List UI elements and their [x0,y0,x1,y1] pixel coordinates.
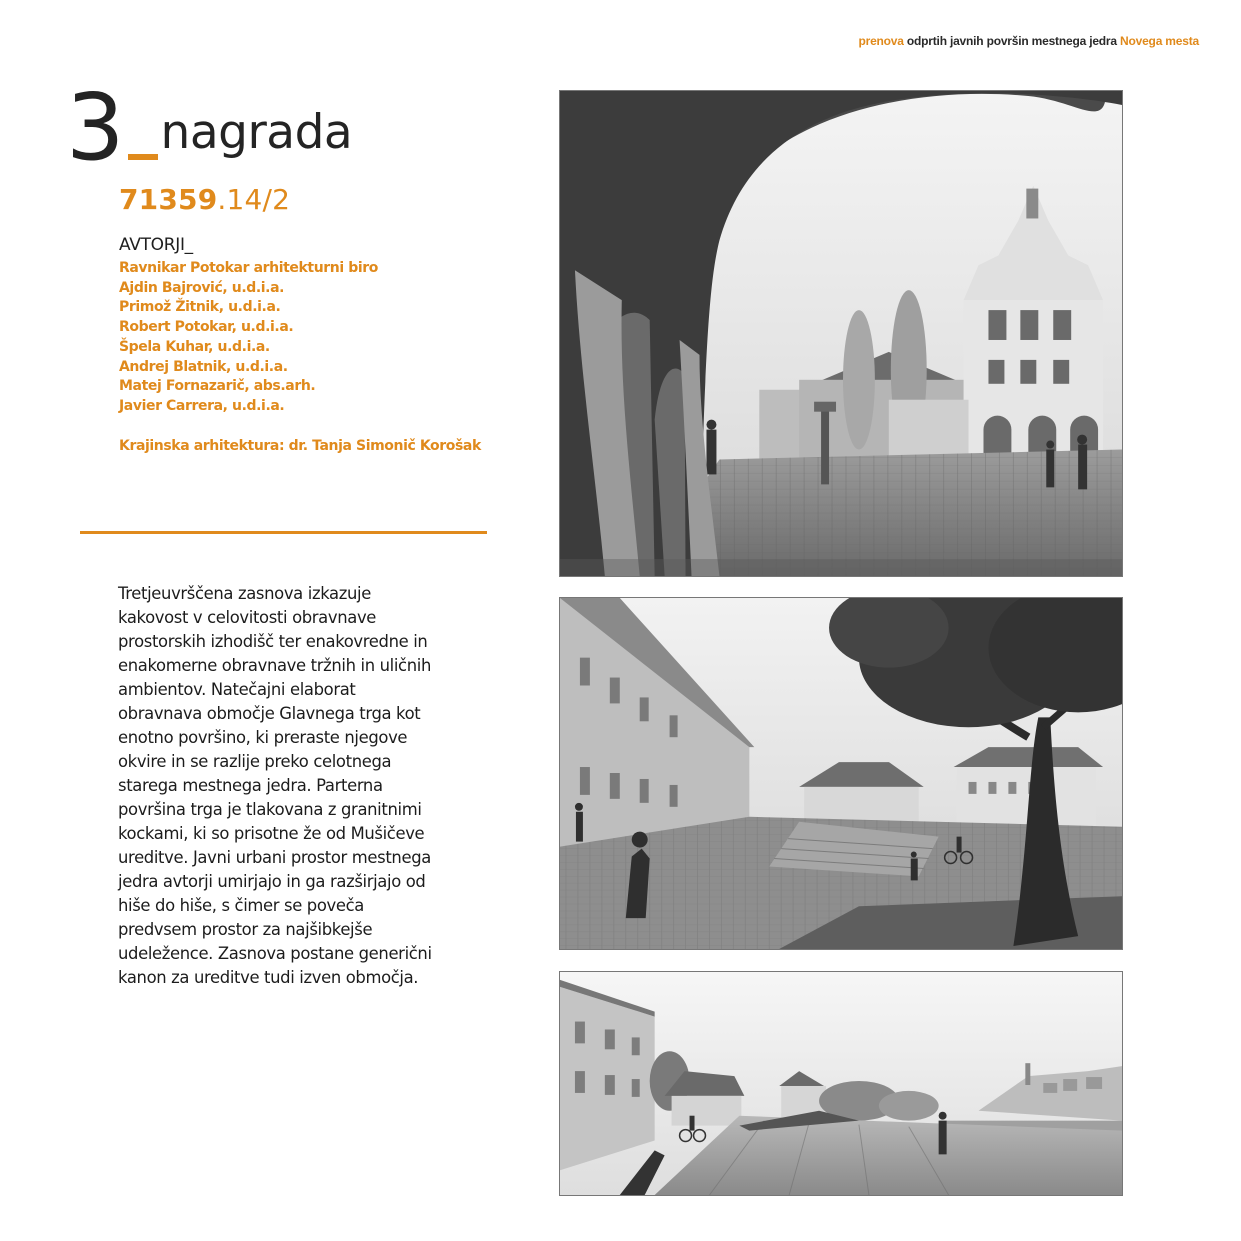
description-line: enotno površino, ki preraste njegove [118,728,408,747]
author-item: Andrej Blatnik, u.d.i.a. [119,358,288,375]
header-word-prenova: prenova [858,34,904,48]
description-line: enakomerne obravnave tržnih in uličnih [118,656,431,675]
description-line: ureditve. Javni urbani prostor mestnega [118,848,431,867]
award-heading [66,74,353,181]
description-line: hiše do hiše, s čimer se poveča [118,896,364,915]
description-line: ambientov. Natečajni elaborat [118,680,356,699]
render-promenade-image [560,972,1122,1195]
description-text [118,582,468,990]
header-word-city: Novega mesta [1120,34,1199,48]
author-item: Javier Carrera, u.d.i.a. [119,397,285,414]
description-line: kanon za ureditve tudi izven območja. [118,968,419,987]
award-underscore [128,154,158,160]
award-label: nagrada [160,105,353,160]
author-item: Robert Potokar, u.d.i.a. [119,319,294,336]
render-arcade-image [560,91,1122,576]
description-line: starega mestnega jedra. Parterna [118,776,383,795]
render-arcade-town-hall [559,90,1123,577]
author-item: Primož Žitnik, u.d.i.a. [119,299,281,316]
section-divider [80,531,487,534]
description-line: okvire in se razlije preko celotnega [118,752,392,771]
authors-list [119,259,378,417]
description-line: površina trga je tlakovana z granitnimi [118,800,422,819]
description-line: obravnava območje Glavnega trga kot [118,704,421,723]
render-square-image [560,598,1122,949]
landscape-architect: Krajinska arhitektura: dr. Tanja Simonič Korošak [119,438,481,454]
description-line: udeležence. Zasnova postane generični [118,944,432,963]
author-item: Špela Kuhar, u.d.i.a. [119,338,270,355]
entry-code-main: 71359 [119,183,218,216]
author-item: Matej Fornazarič, abs.arh. [119,378,316,395]
author-item: Ajdin Bajrović, u.d.i.a. [119,279,285,296]
award-number: 3 [66,74,122,181]
entry-code [119,183,290,216]
description-line: kakovost v celovitosti obravnave [118,608,377,627]
render-square-tree [559,597,1123,950]
page-header [858,34,1199,48]
description-line: predvsem prostor za najšibkejše [118,920,373,939]
header-middle: odprtih javnih površin mestnega jedra [903,34,1121,48]
description-line: prostorskih izhodišč ter enakovredne in [118,632,428,651]
render-riverside-promenade [559,971,1123,1196]
description-line: jedra avtorji umirjajo in ga razširjajo od [118,872,426,891]
description-line: Tretjeuvrščena zasnova izkazuje [118,584,371,603]
entry-code-suffix: .14/2 [217,183,291,216]
author-item: Ravnikar Potokar arhitekturni biro [119,260,378,276]
description-line: kockami, ki so prisotne že od Mušičeve [118,824,425,843]
authors-title: AVTORJI_ [119,235,193,255]
